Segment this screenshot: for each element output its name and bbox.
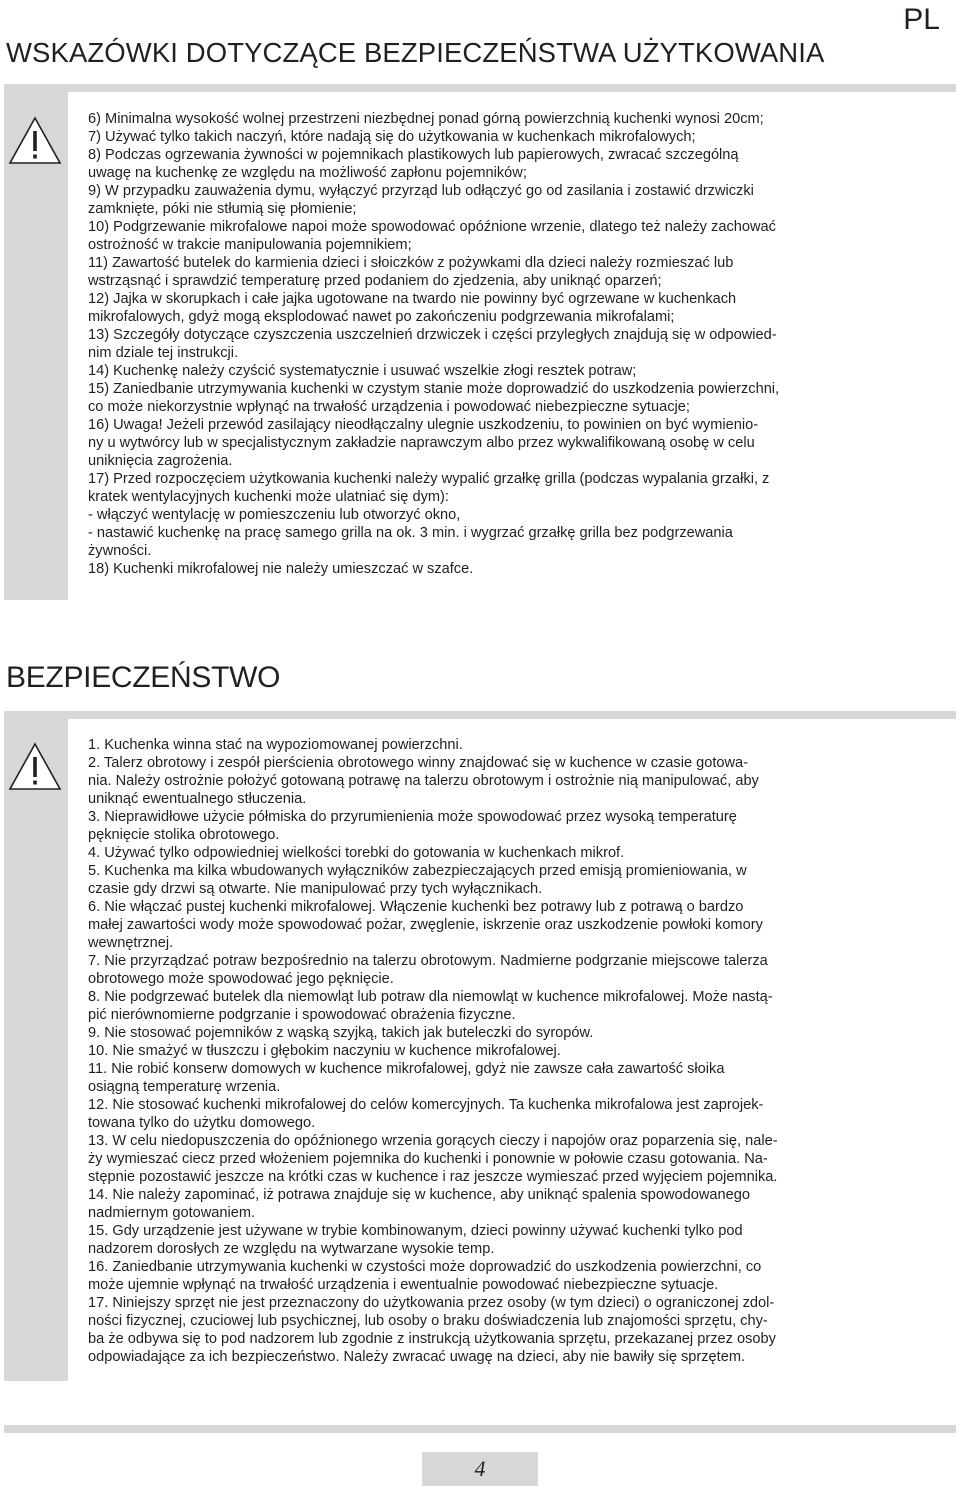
- bottom-divider: [4, 1425, 956, 1433]
- text-line: 3. Nieprawidłowe użycie półmiska do przyrumienienia może spowodować przez wysoką temperaturę: [88, 809, 737, 825]
- text-line: 14) Kuchenkę należy czyścić systematycznie i usuwać wszelkie złogi resztek potraw;: [88, 363, 637, 379]
- text-line: 13. W celu niedopuszczenia do opóźnionego wrzenia gorących cieczy i napojów oraz poparzenia się, nale-: [88, 1133, 778, 1149]
- text-line: 1. Kuchenka winna stać na wypoziomowanej powierzchni.: [88, 737, 463, 753]
- text-line: kratek wentylacyjnych kuchenki może ulatniać się dym):: [88, 489, 449, 505]
- text-line: 14. Nie należy zapominać, iż potrawa znajduje się w kuchence, aby uniknąć spalenia spowodowanego: [88, 1187, 750, 1203]
- text-line: 8) Podczas ogrzewania żywności w pojemnikach plastikowych lub papierowych, zwracać szczególną: [88, 147, 739, 163]
- text-line: - włączyć wentylację w pomieszczeniu lub otworzyć okno,: [88, 507, 461, 523]
- page-number-box: [422, 1452, 538, 1486]
- text-line: odpowiadające za ich bezpieczeństwo. Należy zwracać uwagę na dzieci, aby nie bawiły się sprzętem.: [88, 1349, 746, 1365]
- text-line: mikrofalowych, gdyż mogą eksplodować nawet po zakończeniu podgrzewania mikrofalami;: [88, 309, 675, 325]
- text-line: żywności.: [88, 543, 152, 559]
- text-line: może ujemnie wpłynąć na trwałość urządzenia i ewentualnie powodować niebezpieczne sytuacje.: [88, 1277, 719, 1293]
- text-line: nadzorem dorosłych ze względu na wytwarzane wysokie temp.: [88, 1241, 495, 1257]
- text-line: 6. Nie włączać pustej kuchenki mikrofalowej. Włączenie kuchenki bez potrawy lub z potrawą o bardzo: [88, 899, 744, 915]
- text-line: obrotowego może spowodować jego pęknięcie.: [88, 971, 394, 987]
- text-line: ostrożność w trakcie manipulowania pojemnikiem;: [88, 237, 412, 253]
- text-line: 6) Minimalna wysokość wolnej przestrzeni niezbędnej ponad górną powierzchnią kuchenki wynosi 20cm;: [88, 111, 764, 127]
- text-line: 2. Talerz obrotowy i zespół pierścienia obrotowego winny znajdować się w kuchence w czasie gotowa-: [88, 755, 749, 771]
- text-line: pęknięcie stolika obrotowego.: [88, 827, 280, 843]
- safety-usage-list: [88, 110, 779, 578]
- text-line: 4. Używać tylko odpowiedniej wielkości torebki do gotowania w kuchenkach mikrof.: [88, 845, 625, 861]
- text-line: czasie gdy drzwi są otwarte. Nie manipulować przy tych wyłącznikach.: [88, 881, 543, 897]
- text-line: wewnętrznej.: [88, 935, 174, 951]
- text-line: zamknięte, póki nie stłumią się płomienie;: [88, 201, 357, 217]
- text-line: 10. Nie smażyć w tłuszczu i głębokim naczyniu w kuchence mikrofalowej.: [88, 1043, 561, 1059]
- text-line: 10) Podgrzewanie mikrofalowe napoi może spowodować opóźnione wrzenie, dlatego też należy zachować: [88, 219, 776, 235]
- warning-sidebar: [4, 92, 68, 600]
- warning-triangle-icon: [8, 742, 62, 792]
- text-line: 7. Nie przyrządzać potraw bezpośrednio na talerzu obrotowym. Nadmierne podgrzanie miejscowe talerza: [88, 953, 768, 969]
- text-line: 15) Zaniedbanie utrzymywania kuchenki w czystym stanie może doprowadzić do uszkodzenia powierzchni,: [88, 381, 780, 397]
- text-line: 8. Nie podgrzewać butelek dla niemowląt lub potraw dla niemowląt w kuchence mikrofalowej. Może nastą-: [88, 989, 773, 1005]
- text-line: osiągną temperaturę wrzenia.: [88, 1079, 281, 1095]
- warning-sidebar-2: [4, 719, 68, 1381]
- text-line: 17. Niniejszy sprzęt nie jest przeznaczony do użytkowania przez osoby (w tym dzieci) o ograniczonej zdol-: [88, 1295, 775, 1311]
- text-line: 15. Gdy urządzenie jest używane w trybie kombinowanym, dzieci powinny używać kuchenki tylko pod: [88, 1223, 743, 1239]
- text-line: 16) Uwaga! Jeżeli przewód zasilający nieodłączalny ulegnie uszkodzeniu, to powinien on być wymienio-: [88, 417, 759, 433]
- text-line: co może niekorzystnie wpłynąć na trwałość urządzenia i powodować niebezpieczne sytuacje;: [88, 399, 690, 415]
- text-line: 12) Jajka w skorupkach i całe jajka ugotowane na twardo nie powinny być ogrzewane w kuchenkach: [88, 291, 737, 307]
- top-divider: [4, 84, 956, 92]
- text-line: towana tylko do użytku domowego.: [88, 1115, 316, 1131]
- safety-list: [88, 736, 778, 1366]
- text-line: ba że odbywa się to pod nadzorem lub zgodnie z instrukcją użytkowania sprzętu, przekazanej przez osoby: [88, 1331, 776, 1347]
- middle-divider: [4, 711, 956, 719]
- text-line: ny u wytwórcy lub w specjalistycznym zakładzie naprawczym albo przez wykwalifikowaną osobę w celu: [88, 435, 755, 451]
- text-line: - nastawić kuchenkę na pracę samego grilla na ok. 3 min. i wygrzać grzałkę grilla bez podgrzewania: [88, 525, 733, 541]
- text-line: ży wymieszać ciecz przed włożeniem pojemnika do kuchenki i ponownie w połowie czasu gotowania. Na-: [88, 1151, 768, 1167]
- section-title-safety-usage: WSKAZÓWKI DOTYCZĄCE BEZPIECZEŃSTWA UŻYTKOWANIA: [6, 37, 825, 68]
- text-line: nia. Należy ostrożnie położyć gotowaną potrawę na talerzu obrotowym i ostrożnie nią manipulować, aby: [88, 773, 759, 789]
- text-line: stępnie pozostawić jeszcze na krótki czas w kuchence i raz jeszcze wymieszać przed wyjęciem pojemnika.: [88, 1169, 778, 1185]
- text-line: 11) Zawartość butelek do karmienia dzieci i słoiczków z pożywkami dla dzieci należy rozmieszać lub: [88, 255, 734, 271]
- warning-triangle-icon: [8, 116, 62, 166]
- text-line: 5. Kuchenka ma kilka wbudowanych wyłączników zabezpieczających przed emisją promieniowania, w: [88, 863, 747, 879]
- text-line: nim dziale tej instrukcji.: [88, 345, 239, 361]
- language-label: PL: [903, 3, 940, 36]
- text-line: 7) Używać tylko takich naczyń, które nadają się do użytkowania w kuchenkach mikrofalowych;: [88, 129, 696, 145]
- text-line: ności fizycznej, czuciowej lub psychicznej, lub osoby o braku doświadczenia lub znajomości sprzętu, chy-: [88, 1313, 768, 1329]
- text-line: 9) W przypadku zauważenia dymu, wyłączyć przyrząd lub odłączyć go od zasilania i zostawić drzwiczki: [88, 183, 754, 199]
- text-line: 12. Nie stosować kuchenki mikrofalowej do celów komercyjnych. Ta kuchenka mikrofalowa jest zaprojek-: [88, 1097, 764, 1113]
- text-line: 13) Szczegóły dotyczące czyszczenia uszczelnień drzwiczek i części przyległych znajdują się w odpowied-: [88, 327, 777, 343]
- text-line: uniknąć ewentualnego stłuczenia.: [88, 791, 307, 807]
- section-title-safety: BEZPIECZEŃSTWO: [6, 661, 281, 694]
- text-line: uwagę na kuchenkę ze względu na możliwość zapłonu pojemników;: [88, 165, 527, 181]
- text-line: 16. Zaniedbanie utrzymywania kuchenki w czystości może doprowadzić do uszkodzenia powierzchni, co: [88, 1259, 762, 1275]
- page-number: 4: [474, 1456, 486, 1481]
- text-line: pić nierównomierne podgrzanie i spowodować obrażenia fizyczne.: [88, 1007, 516, 1023]
- text-line: 17) Przed rozpoczęciem użytkowania kuchenki należy wypalić grzałkę grilla (podczas wypalania grzałki, z: [88, 471, 770, 487]
- text-line: 11. Nie robić konserw domowych w kuchence mikrofalowej, gdyż nie zawsze cała zawartość słoika: [88, 1061, 725, 1077]
- text-line: 18) Kuchenki mikrofalowej nie należy umieszczać w szafce.: [88, 561, 474, 577]
- text-line: uniknięcia zagrożenia.: [88, 453, 233, 469]
- text-line: małej zawartości wody może spowodować pożar, zwęglenie, iskrzenie oraz uszkodzenie powłoki komory: [88, 917, 763, 933]
- text-line: nadmiernym gotowaniem.: [88, 1205, 256, 1221]
- text-line: 9. Nie stosować pojemników z wąską szyjką, takich jak buteleczki do syropów.: [88, 1025, 594, 1041]
- text-line: wstrząsnąć i sprawdzić temperaturę przed podaniem do zjedzenia, aby uniknąć oparzeń;: [88, 273, 662, 289]
